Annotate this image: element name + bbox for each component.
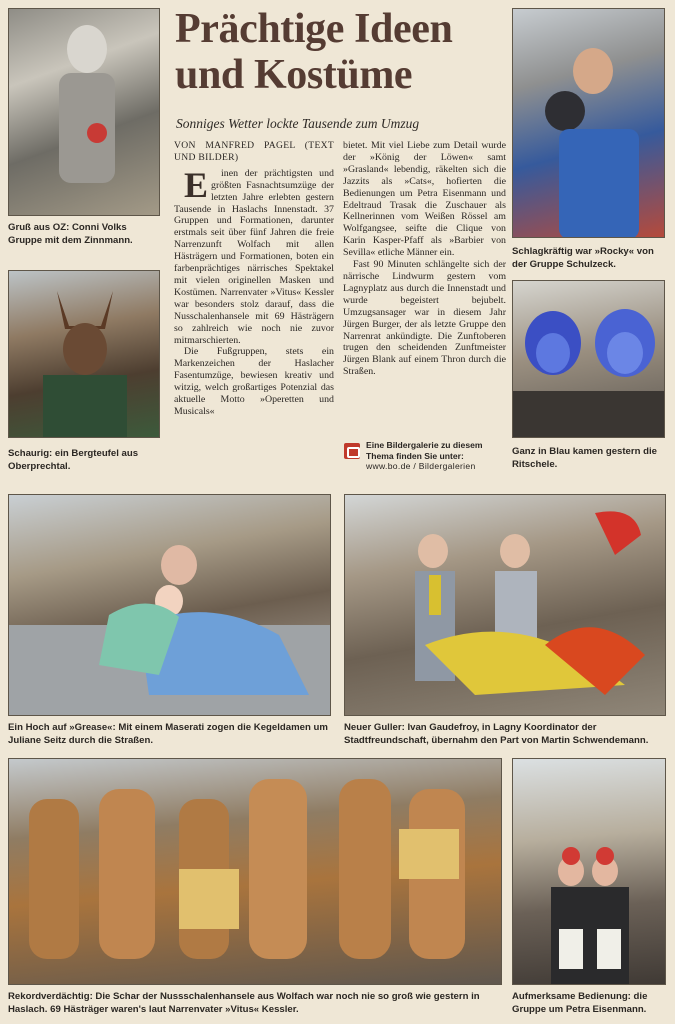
col1-paragraph-2: Die Fußgruppen, stets ein Markenzeichen der Haslacher Fasentumzüge, bewiesen kreativ und witzig, welch großartiges Potenzial das aktuelle Motto »Operetten und Musicals« bbox=[174, 346, 334, 417]
caption-grease-car: Ein Hoch auf »Grease«: Mit einem Maserati zogen die Kegeldamen um Juliane Seitz durch die Straßen. bbox=[8, 722, 328, 746]
article-column-2 bbox=[343, 140, 506, 378]
gallery-url[interactable]: www.bo.de / Bildergalerien bbox=[366, 461, 476, 471]
caption-rocky: Schlagkräftig war »Rocky« von der Gruppe Schulzeck. bbox=[512, 246, 654, 270]
waitress-costumes-icon bbox=[513, 759, 666, 985]
camera-icon bbox=[344, 443, 360, 459]
col2-paragraph-1: bietet. Mit viel Liebe zum Detail wurde der »König der Löwen« samt »Grasland« lebendig, räkelten sich die Jazzits als »Cats«, hofierten die Bedienungen um Petra Eisenmann und Edeltraud Trasak die Zuschauer als Kellnerinnen vom Weißen Rössel am Wolfgangsee, seifte die Clique von Karin Kasper-Pfaff als »Barbier von Sevilla« etliche Männer ein. bbox=[343, 140, 506, 259]
headline-line-2: und Kostüme bbox=[175, 52, 413, 98]
caption-nutshell-group: Rekordverdächtig: Die Schar der Nussschalenhansele aus Wolfach war noch nie so groß wie gestern in Haslach. 69 Hästräger waren's laut Narrenvater »Vitus« Kessler. bbox=[8, 991, 480, 1015]
tin-man-figure-icon bbox=[9, 9, 160, 216]
nutshell-costumes-icon bbox=[9, 759, 502, 985]
photo-grease-car bbox=[8, 494, 331, 716]
rooster-costume-icon bbox=[345, 495, 666, 716]
caption-rooster: Neuer Guller: Ivan Gaudefroy, in Lagny Koordinator der Stadtfreundschaft, übernahm den Part von Martin Schwendemann. bbox=[344, 722, 649, 746]
devil-mask-icon bbox=[9, 271, 160, 438]
headline bbox=[175, 6, 505, 98]
photo-waitresses bbox=[512, 758, 666, 985]
photo-rocky bbox=[512, 8, 665, 238]
blue-faces-icon bbox=[513, 281, 665, 438]
article-column-1 bbox=[174, 140, 334, 418]
caption-tin-man: Gruß aus OZ: Conni Volks Gruppe mit dem Zinnmann. bbox=[8, 222, 133, 246]
photo-tin-man bbox=[8, 8, 160, 216]
caption-waitresses: Aufmerksame Bedienung: die Gruppe um Petra Eisenmann. bbox=[512, 991, 648, 1015]
col2-paragraph-2: Fast 90 Minuten schlängelte sich der närrische Lindwurm gestern vom Lagnyplatz aus durch die Innenstadt und wurde begeistert bejubelt. Umzugsansager war in diesem Jahr Jürgen Burger, der als letzte Gruppe den Narrenrat ankündigte. Die Zunftoberen trugen den scheidenden Zunftmeister Jürgen Blank auf einem Thron durch die Straßen. bbox=[343, 259, 506, 378]
byline: VON MANFRED PAGEL (TEXT UND BILDER) bbox=[174, 140, 334, 163]
gallery-text: Eine Bildergalerie zu diesem Thema finden Sie unter: bbox=[366, 440, 483, 461]
dropcap: E bbox=[184, 164, 209, 205]
photo-mountain-devil bbox=[8, 270, 160, 438]
boxer-figure-icon bbox=[513, 9, 665, 238]
caption-blue-group: Ganz in Blau kamen gestern die Ritschele. bbox=[512, 446, 658, 470]
convertible-car-icon bbox=[9, 495, 331, 716]
photo-nutshell-group bbox=[8, 758, 502, 985]
caption-mountain-devil: Schaurig: ein Bergteufel aus Oberprechtal. bbox=[8, 448, 139, 472]
gallery-box[interactable] bbox=[344, 440, 509, 472]
headline-line-1: Prächtige Ideen bbox=[175, 6, 453, 52]
photo-rooster bbox=[344, 494, 666, 716]
col1-paragraph-1: inen der prächtigsten und größten Fasnachtsumzüge der letzten Jahre erlebten gestern Tausende in Haslachs Innenstadt. 37 Gruppen und Formationen, darunter erstmals seit über fünf Jahren die freie Narrenzunft Wolfach mit allen Hästrägern und Formationen, boten ein farbenprächtiges närrisches Spektakel mit vielen originellen Masken und Kostümen. Narrenvater »Vitus« Kessler war besonders stolz darauf, dass die Nusschalenhansele mit 69 Hästrägern so zahlreich wie noch nie zuvor mitmarschierten. bbox=[174, 167, 334, 346]
photo-blue-group bbox=[512, 280, 665, 438]
subheadline: Sonniges Wetter lockte Tausende zum Umzug bbox=[176, 116, 420, 131]
